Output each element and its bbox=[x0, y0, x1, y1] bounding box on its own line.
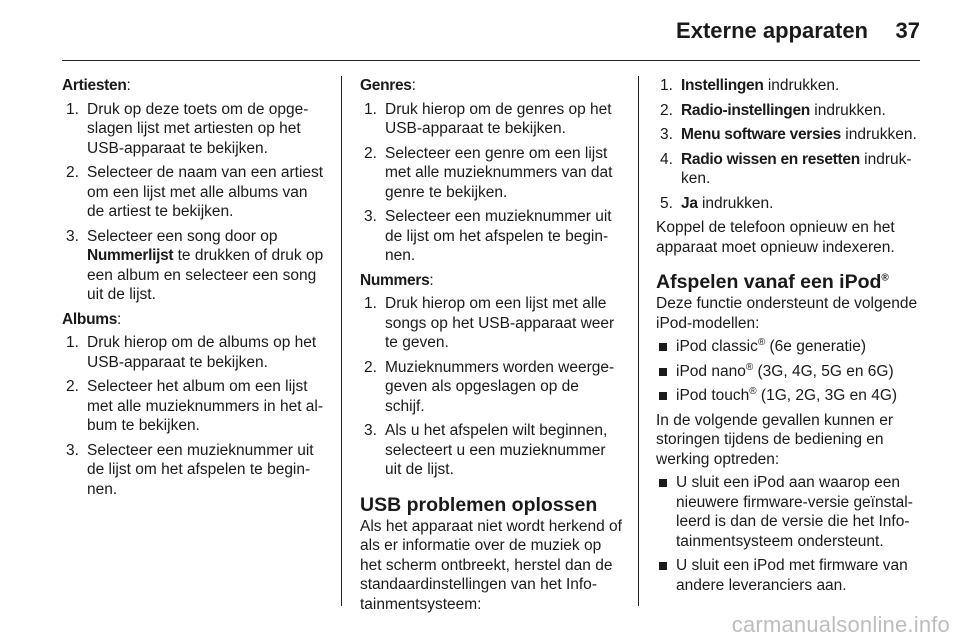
list-item: 4. Radio wissen en resetten indrukken. bbox=[660, 150, 912, 187]
list-item: U sluit een iPod met firmware van andere leveranciers aan. bbox=[656, 556, 922, 595]
list-item: 2. Muzieknummers worden weergegeven als opgeslagen op de schijf. bbox=[364, 358, 615, 415]
section-heading-ipod: Afspelen vanaf een iPod® bbox=[656, 271, 889, 293]
section-label-artiesten: Artiesten: bbox=[62, 77, 131, 94]
reconnect-paragraph: Koppel de telefoon opnieuw en het apparaat moet opnieuw indexeren. bbox=[656, 219, 895, 256]
bullet-square-icon bbox=[659, 392, 667, 400]
list-item: 1. Druk op deze toets om de opgeslagen lijst met artiesten op het USB-apparaat te bekijken. bbox=[66, 100, 309, 157]
page-title: Externe apparaten bbox=[676, 18, 868, 43]
ipod-intro: Deze functie ondersteunt de volgende iPod-modellen: bbox=[656, 295, 918, 332]
column-right bbox=[656, 76, 922, 600]
nummers-steps bbox=[360, 294, 622, 480]
bullet-square-icon bbox=[659, 343, 667, 351]
page-number: 37 bbox=[895, 18, 920, 43]
header-rule bbox=[62, 60, 920, 61]
list-item: U sluit een iPod aan waarop een nieuwere firmware-versie geïnstalleerd is dan de versie die het Infotainmentsysteem ondersteunt. bbox=[656, 473, 922, 551]
genres-steps bbox=[360, 100, 622, 266]
column-divider bbox=[341, 76, 342, 606]
page-header bbox=[62, 0, 920, 64]
list-item: 3. Selecteer een muzieknummer uit de lijst om het afspelen te beginnen. bbox=[364, 208, 612, 264]
list-item: iPod nano® (3G, 4G, 5G en 6G) bbox=[656, 362, 922, 382]
list-item: iPod classic® (6e generatie) bbox=[656, 337, 922, 357]
list-item: 2. Selecteer het album om een lijst met alle muzieknummers in het album te bekijken. bbox=[66, 378, 324, 434]
watermark: carmanualsonline.info bbox=[731, 612, 950, 637]
column-left bbox=[62, 76, 326, 504]
reset-steps bbox=[656, 76, 922, 213]
column-divider bbox=[638, 76, 639, 606]
list-item: 1. Instellingen indrukken. bbox=[660, 77, 840, 94]
bullet-square-icon bbox=[659, 479, 667, 487]
bullet-square-icon bbox=[659, 368, 667, 376]
list-item: 1. Druk hierop om een lijst met alle songs op het USB-apparaat weer te geven. bbox=[364, 295, 615, 351]
list-item: 3. Selecteer een song door op Nummerlijst te drukken of druk op een album en selecteer een song uit de lijst. bbox=[66, 227, 324, 303]
section-label-genres: Genres: bbox=[360, 77, 416, 94]
list-item: 3. Menu software versies indrukken. bbox=[660, 126, 917, 143]
issues-intro: In de volgende gevallen kunnen er storingen tijdens de bediening en werking optreden: bbox=[656, 411, 893, 468]
section-label-nummers: Nummers: bbox=[360, 271, 434, 289]
list-item: 1. Druk hierop om de albums op het USB-apparaat te bekijken. bbox=[66, 334, 317, 371]
list-item: iPod touch® (1G, 2G, 3G en 4G) bbox=[656, 386, 922, 406]
list-item: 5. Ja indrukken. bbox=[660, 194, 774, 212]
list-item: 2. Radio-instellingen indrukken. bbox=[660, 101, 886, 119]
list-item: 2. Selecteer de naam van een artiest om een lijst met alle albums van de artiest te bekijken. bbox=[66, 164, 324, 220]
ipod-models bbox=[656, 337, 922, 406]
bullet-square-icon bbox=[659, 562, 667, 570]
list-item: 1. Druk hierop om de genres op het USB-apparaat te bekijken. bbox=[364, 100, 612, 137]
column-middle bbox=[360, 76, 622, 618]
albums-steps bbox=[62, 333, 326, 499]
section-heading-usb: USB problemen oplossen bbox=[360, 493, 598, 516]
list-item: 3. Selecteer een muzieknummer uit de lijst om het afspelen te beginnen. bbox=[66, 441, 314, 498]
issues-list bbox=[656, 473, 922, 595]
list-item: 3. Als u het afspelen wilt beginnen, selecteert u een muzieknummer uit de lijst. bbox=[364, 422, 608, 478]
artiesten-steps bbox=[62, 100, 326, 305]
section-label-albums: Albums: bbox=[62, 310, 122, 328]
list-item: 2. Selecteer een genre om een lijst met alle muzieknummers van dat genre te bekijken. bbox=[364, 144, 613, 201]
usb-paragraph: Als het apparaat niet wordt herkend of als er informatie over de muziek op het scherm ontbreekt, herstel dan de standaardinstellingen van het Infotainmentsysteem: bbox=[360, 517, 622, 613]
